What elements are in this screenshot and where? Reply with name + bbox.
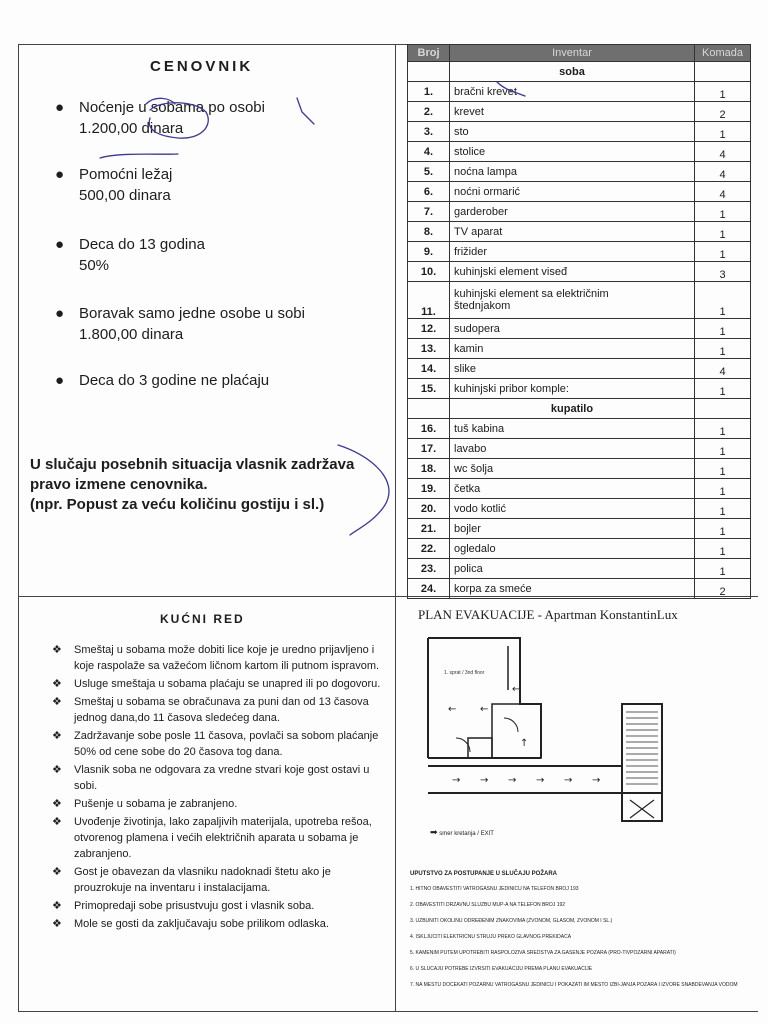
svg-text:←: ←: [448, 704, 457, 715]
row-quantity: 1: [695, 122, 751, 142]
table-row: [408, 519, 751, 539]
list-item: [52, 694, 386, 726]
column-header-item: Inventar: [450, 45, 695, 62]
bullet-icon: ●: [55, 305, 65, 322]
price-list-title: CENOVNIK: [150, 58, 254, 75]
price-item-value: 50%: [79, 257, 110, 274]
row-quantity: 1: [695, 559, 751, 579]
row-quantity: 1: [695, 282, 751, 319]
list-item: 2. OBAVESTITI DRŽAVNU SLUŽBU MUP-A NA TELEFON BROJ 192: [410, 902, 566, 908]
list-item: 7. NA MESTU DOČEKATI POŽARNU VATROGASNU JEDINICU I POKAZATI IM MESTO IZBI-JANJA POŽARA I IZVORE SNABDEVANJA VODOM: [410, 982, 738, 988]
row-quantity: 1: [695, 479, 751, 499]
price-item-label: Deca do 13 godina: [79, 236, 205, 253]
row-item: kuhinjski pribor komple:: [450, 379, 695, 399]
table-header-row: [408, 45, 751, 62]
diamond-bullet-icon: ❖: [52, 696, 62, 708]
row-quantity: 1: [695, 242, 751, 262]
row-quantity: 1: [695, 339, 751, 359]
row-quantity: 1: [695, 222, 751, 242]
legend-label: smer kretanja / EXIT: [439, 831, 494, 837]
row-item: tuš kabina: [450, 419, 695, 439]
house-rules-list: [52, 642, 386, 934]
row-quantity: 3: [695, 262, 751, 282]
list-item: 6. U SLUČAJU POTREBE IZVRŠITI EVAKUACIJU PREMA PLANU EVAKUACIJE: [410, 966, 593, 972]
rule-text: Zadržavanje sobe posle 11 časova, povlači sa sobom plaćanje 50% od cene sobe do 20 časova tog dana.: [74, 730, 379, 758]
row-item: ogledalo: [450, 539, 695, 559]
list-item: [52, 898, 386, 914]
diamond-bullet-icon: ❖: [52, 866, 62, 878]
price-item-value: 500,00 dinara: [79, 187, 171, 204]
left-border: [18, 44, 19, 1012]
row-number: 10.: [408, 262, 450, 282]
rule-text: Gost je obavezan da vlasniku nadoknadi štetu ako je prouzrokuje na inventaru i instalacijama.: [74, 866, 331, 894]
price-item-label: Noćenje u sobama po osobi: [79, 99, 265, 116]
row-item: garderober: [450, 202, 695, 222]
row-item: lavabo: [450, 439, 695, 459]
row-quantity: 4: [695, 359, 751, 379]
row-quantity: 2: [695, 579, 751, 599]
table-section-row: [408, 399, 751, 419]
table-row: [408, 439, 751, 459]
table-row: [408, 559, 751, 579]
diamond-bullet-icon: ❖: [52, 730, 62, 742]
row-item: vodo kotlić: [450, 499, 695, 519]
table-row: [408, 379, 751, 399]
row-quantity: 1: [695, 202, 751, 222]
table-row: [408, 479, 751, 499]
svg-text:→: →: [452, 775, 461, 786]
row-quantity: 4: [695, 142, 751, 162]
row-quantity: 2: [695, 102, 751, 122]
row-quantity: 1: [695, 379, 751, 399]
row-number: 19.: [408, 479, 450, 499]
row-item: bračni krevet: [450, 82, 695, 102]
column-header-number: Broj: [408, 45, 450, 62]
bullet-icon: ●: [55, 372, 65, 389]
table-row: [408, 499, 751, 519]
table-row: [408, 242, 751, 262]
row-number: 4.: [408, 142, 450, 162]
row-quantity: 1: [695, 519, 751, 539]
row-number: 12.: [408, 319, 450, 339]
table-row: [408, 122, 751, 142]
row-item: slike: [450, 359, 695, 379]
row-quantity: 1: [695, 439, 751, 459]
price-note-line: U slučaju posebnih situacija vlasnik zadržava: [30, 456, 355, 473]
rule-text: Primopredaji sobe prisustvuju gost i vlasnik soba.: [74, 900, 315, 912]
row-number: 16.: [408, 419, 450, 439]
row-number: 8.: [408, 222, 450, 242]
row-number: 22.: [408, 539, 450, 559]
row-number: 1.: [408, 82, 450, 102]
table-row: [408, 262, 751, 282]
list-item: 4. ISKLJUČITI ELEKTRIČNU STRUJU PREKO GLAVNOG PREKIDAČA: [410, 934, 572, 940]
list-item: [52, 676, 386, 692]
row-number: 14.: [408, 359, 450, 379]
list-item: [52, 796, 386, 812]
svg-text:→: →: [536, 775, 545, 786]
fire-instructions-list: [410, 886, 758, 998]
row-number: 6.: [408, 182, 450, 202]
price-item-label: Pomoćni ležaj: [79, 166, 173, 183]
row-number: 5.: [408, 162, 450, 182]
row-quantity: 1: [695, 459, 751, 479]
exit-arrows: [448, 684, 600, 786]
diamond-bullet-icon: ❖: [52, 918, 62, 930]
rule-text: Uvođenje životinja, lako zapaljivih materijala, upotreba rešoa, otvorenog plamena i većih električnih aparata u sobama je zabranjeno.: [74, 816, 372, 860]
table-row: [408, 282, 751, 319]
row-number: 20.: [408, 499, 450, 519]
row-item: frižider: [450, 242, 695, 262]
price-note-line: pravo izmene cenovnika.: [30, 476, 208, 493]
top-border: [18, 44, 408, 45]
list-item: [52, 814, 386, 862]
diamond-bullet-icon: ❖: [52, 678, 62, 690]
table-row: [408, 339, 751, 359]
bullet-icon: ●: [55, 99, 65, 116]
row-item: kuhinjski element viseđ: [450, 262, 695, 282]
diamond-bullet-icon: ❖: [52, 644, 62, 656]
rule-text: Smeštaj u sobama se obračunava za puni dan od 13 časova jednog dana,do 11 časova sledećeg dana.: [74, 696, 369, 724]
row-number: 15.: [408, 379, 450, 399]
list-item: 5. KAMENIM PUTEM UPOTREBITI RASPOLOŽIVA SREDSTVA ZA GAŠENJE POŽARA (PRO-TIVPOŽARNI APARATI): [410, 950, 676, 956]
row-number: 13.: [408, 339, 450, 359]
floor-label: 1. sprat / 3nd floor: [444, 670, 485, 676]
svg-text:←: ←: [480, 704, 489, 715]
table-row: [408, 202, 751, 222]
diamond-bullet-icon: ❖: [52, 816, 62, 828]
evacuation-plan-title: PLAN EVAKUACIJE - Apartman KonstantinLux: [418, 607, 678, 622]
rule-text: Vlasnik soba ne odgovara za vredne stvari koje gost ostavi u sobi.: [74, 764, 370, 792]
row-number: 23.: [408, 559, 450, 579]
list-item: 3. UZBUNITI OKOLINU ODREĐENIM ZNAKOVIMA (ZVONOM, GLASOM, ZVONOM I SL.): [410, 918, 613, 924]
table-row: [408, 222, 751, 242]
row-item: stolice: [450, 142, 695, 162]
table-row: [408, 459, 751, 479]
price-note: [30, 455, 380, 515]
row-item: četka: [450, 479, 695, 499]
column-header-quantity: Komada: [695, 45, 751, 62]
rule-text: Mole se gosti da zaključavaju sobe prilikom odlaska.: [74, 918, 329, 930]
row-number: 2.: [408, 102, 450, 122]
list-item: [52, 642, 386, 674]
table-row: [408, 539, 751, 559]
table-section-row: [408, 62, 751, 82]
row-quantity: 4: [695, 162, 751, 182]
list-item: [52, 728, 386, 760]
price-item-value: 1.200,00 dinara: [79, 120, 184, 137]
svg-text:→: →: [480, 775, 489, 786]
row-number: 7.: [408, 202, 450, 222]
row-number: 11.: [408, 282, 450, 319]
arrow-right-icon: ➡: [430, 827, 438, 837]
row-item-line: kuhinjski element sa električnim: [454, 288, 609, 300]
list-item: [52, 762, 386, 794]
price-item-value: 1.800,00 dinara: [79, 326, 184, 343]
bullet-icon: ●: [55, 166, 65, 183]
stairs: [626, 712, 658, 784]
row-number: 21.: [408, 519, 450, 539]
svg-text:↑: ↑: [520, 738, 529, 749]
price-note-line: (npr. Popust za veću količinu gostiju i sl.): [30, 496, 325, 513]
table-row: [408, 162, 751, 182]
svg-text:→: →: [564, 775, 573, 786]
svg-text:→: →: [592, 775, 601, 786]
table-row: [408, 102, 751, 122]
section-label-bathroom: kupatilo: [450, 399, 695, 419]
diamond-bullet-icon: ❖: [52, 798, 62, 810]
price-item-label: Deca do 3 godine ne plaćaju: [79, 372, 270, 389]
evacuation-floor-plan: [408, 628, 678, 823]
row-quantity: 1: [695, 539, 751, 559]
house-rules-title: KUĆNI RED: [160, 612, 245, 626]
price-item-label: Boravak samo jedne osobe u sobi: [79, 305, 305, 322]
section-label-rooms: soba: [450, 62, 695, 82]
row-item: kamin: [450, 339, 695, 359]
bottom-border: [18, 1011, 758, 1012]
row-number: 24.: [408, 579, 450, 599]
row-item: wc šolja: [450, 459, 695, 479]
row-item: TV aparat: [450, 222, 695, 242]
list-item: [52, 864, 386, 896]
table-row: [408, 142, 751, 162]
row-quantity: 1: [695, 499, 751, 519]
row-quantity: 1: [695, 419, 751, 439]
list-item: 1. HITNO OBAVESTITI VATROGASNU JEDINICU NA TELEFON BROJ 193: [410, 886, 579, 892]
table-row: [408, 419, 751, 439]
row-quantity: 1: [695, 319, 751, 339]
row-item: bojler: [450, 519, 695, 539]
svg-text:←: ←: [512, 684, 521, 695]
row-number: 17.: [408, 439, 450, 459]
row-item: korpa za smeće: [450, 579, 695, 599]
row-item: sudopera: [450, 319, 695, 339]
table-row: [408, 319, 751, 339]
diamond-bullet-icon: ❖: [52, 764, 62, 776]
row-item: [450, 282, 695, 319]
row-item: krevet: [450, 102, 695, 122]
row-item: noćna lampa: [450, 162, 695, 182]
svg-text:→: →: [508, 775, 517, 786]
bullet-icon: ●: [55, 236, 65, 253]
row-number: 9.: [408, 242, 450, 262]
center-divider: [395, 44, 396, 1012]
fire-instructions-title: UPUTSTVO ZA POSTUPANJE U SLUČAJU POŽARA: [410, 871, 558, 877]
rule-text: Smeštaj u sobama može dobiti lice koje je uredno prijavljeno i koje raspolaže sa važećom ličnom kartom ili putnom ispravom.: [74, 644, 380, 672]
table-row: [408, 359, 751, 379]
row-number: 18.: [408, 459, 450, 479]
list-item: [52, 916, 386, 932]
table-row: [408, 579, 751, 599]
rule-text: Pušenje u sobama je zabranjeno.: [74, 798, 238, 810]
table-row: [408, 82, 751, 102]
rule-text: Usluge smeštaja u sobama plaćaju se unapred ili po dogovoru.: [74, 678, 381, 690]
row-item: noćni ormarić: [450, 182, 695, 202]
row-item: polica: [450, 559, 695, 579]
row-number: 3.: [408, 122, 450, 142]
table-row: [408, 182, 751, 202]
row-quantity: 4: [695, 182, 751, 202]
row-item: sto: [450, 122, 695, 142]
evacuation-legend: [430, 827, 494, 838]
row-quantity: 1: [695, 82, 751, 102]
inventory-table: [407, 44, 751, 599]
diamond-bullet-icon: ❖: [52, 900, 62, 912]
row-item-line: štednjakom: [454, 300, 511, 312]
